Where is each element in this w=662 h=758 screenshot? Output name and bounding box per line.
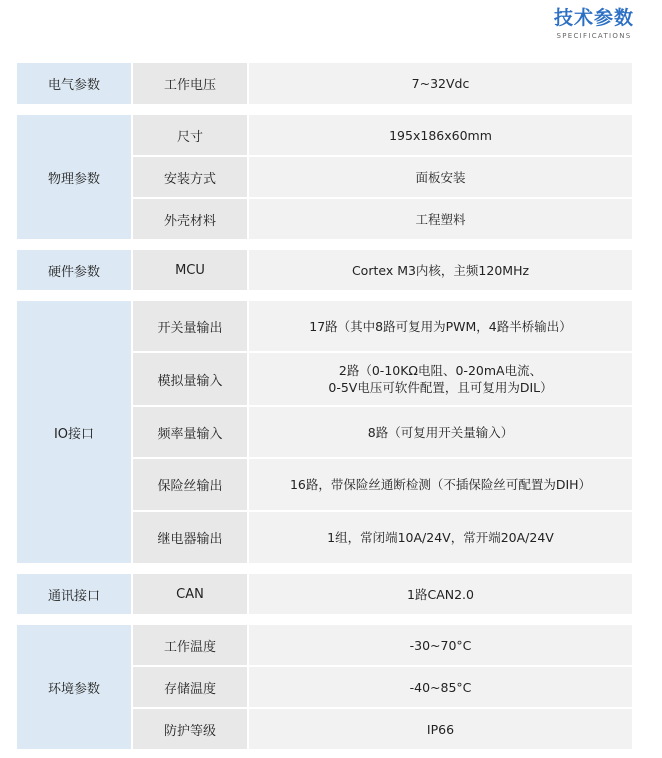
spec-table	[17, 63, 632, 758]
param-name: 频率量输入	[133, 407, 247, 457]
param-value: -30~70°C	[249, 625, 632, 665]
param-value: 1组，常闭端10A/24V，常开端20A/24V	[249, 512, 632, 563]
spec-row	[133, 63, 632, 104]
spec-row	[133, 625, 632, 665]
spec-row	[133, 301, 632, 351]
param-value: Cortex M3内核，主频120MHz	[249, 250, 632, 290]
param-name: 保险丝输出	[133, 459, 247, 510]
spec-row	[133, 574, 632, 614]
spec-row	[133, 250, 632, 290]
category-label: 环境参数	[17, 625, 131, 749]
param-value: 17路（其中8路可复用为PWM，4路半桥输出）	[249, 301, 632, 351]
param-name: 继电器输出	[133, 512, 247, 563]
param-name: 存储温度	[133, 667, 247, 707]
spec-group-electrical	[17, 63, 632, 104]
spec-row	[133, 353, 632, 405]
param-value: 8路（可复用开关量输入）	[249, 407, 632, 457]
spec-group-hardware	[17, 250, 632, 290]
spec-row	[133, 407, 632, 457]
category-label: 通讯接口	[17, 574, 131, 614]
param-name: CAN	[133, 574, 247, 614]
param-value: 195x186x60mm	[249, 115, 632, 155]
section-header	[554, 6, 634, 41]
param-name: 安装方式	[133, 157, 247, 197]
param-name: 尺寸	[133, 115, 247, 155]
param-value: 2路（0-10KΩ电阻、0-20mA电流、 0-5V电压可软件配置，且可复用为DIL）	[249, 353, 632, 405]
param-name: 模拟量输入	[133, 353, 247, 405]
spec-group-environment	[17, 625, 632, 749]
category-label: 物理参数	[17, 115, 131, 239]
param-value: 1路CAN2.0	[249, 574, 632, 614]
param-name: 开关量输出	[133, 301, 247, 351]
param-value: IP66	[249, 709, 632, 749]
param-value: 16路，带保险丝通断检测（不插保险丝可配置为DIH）	[249, 459, 632, 510]
param-name: 外壳材料	[133, 199, 247, 239]
spec-row	[133, 199, 632, 239]
param-value: -40~85°C	[249, 667, 632, 707]
category-label: IO接口	[17, 301, 131, 563]
spec-row	[133, 459, 632, 510]
param-name: MCU	[133, 250, 247, 290]
param-name: 防护等级	[133, 709, 247, 749]
spec-group-physical	[17, 115, 632, 239]
section-subtitle: SPECIFICATIONS	[556, 32, 632, 40]
spec-group-communication	[17, 574, 632, 614]
category-label: 硬件参数	[17, 250, 131, 290]
spec-group-io	[17, 301, 632, 563]
category-label: 电气参数	[17, 63, 131, 104]
param-value: 面板安装	[249, 157, 632, 197]
spec-row	[133, 115, 632, 155]
spec-row	[133, 667, 632, 707]
param-name: 工作温度	[133, 625, 247, 665]
param-value: 7~32Vdc	[249, 63, 632, 104]
section-title: 技术参数	[553, 7, 634, 29]
param-value: 工程塑料	[249, 199, 632, 239]
spec-row	[133, 157, 632, 197]
param-name: 工作电压	[133, 63, 247, 104]
spec-row	[133, 512, 632, 563]
spec-row	[133, 709, 632, 749]
